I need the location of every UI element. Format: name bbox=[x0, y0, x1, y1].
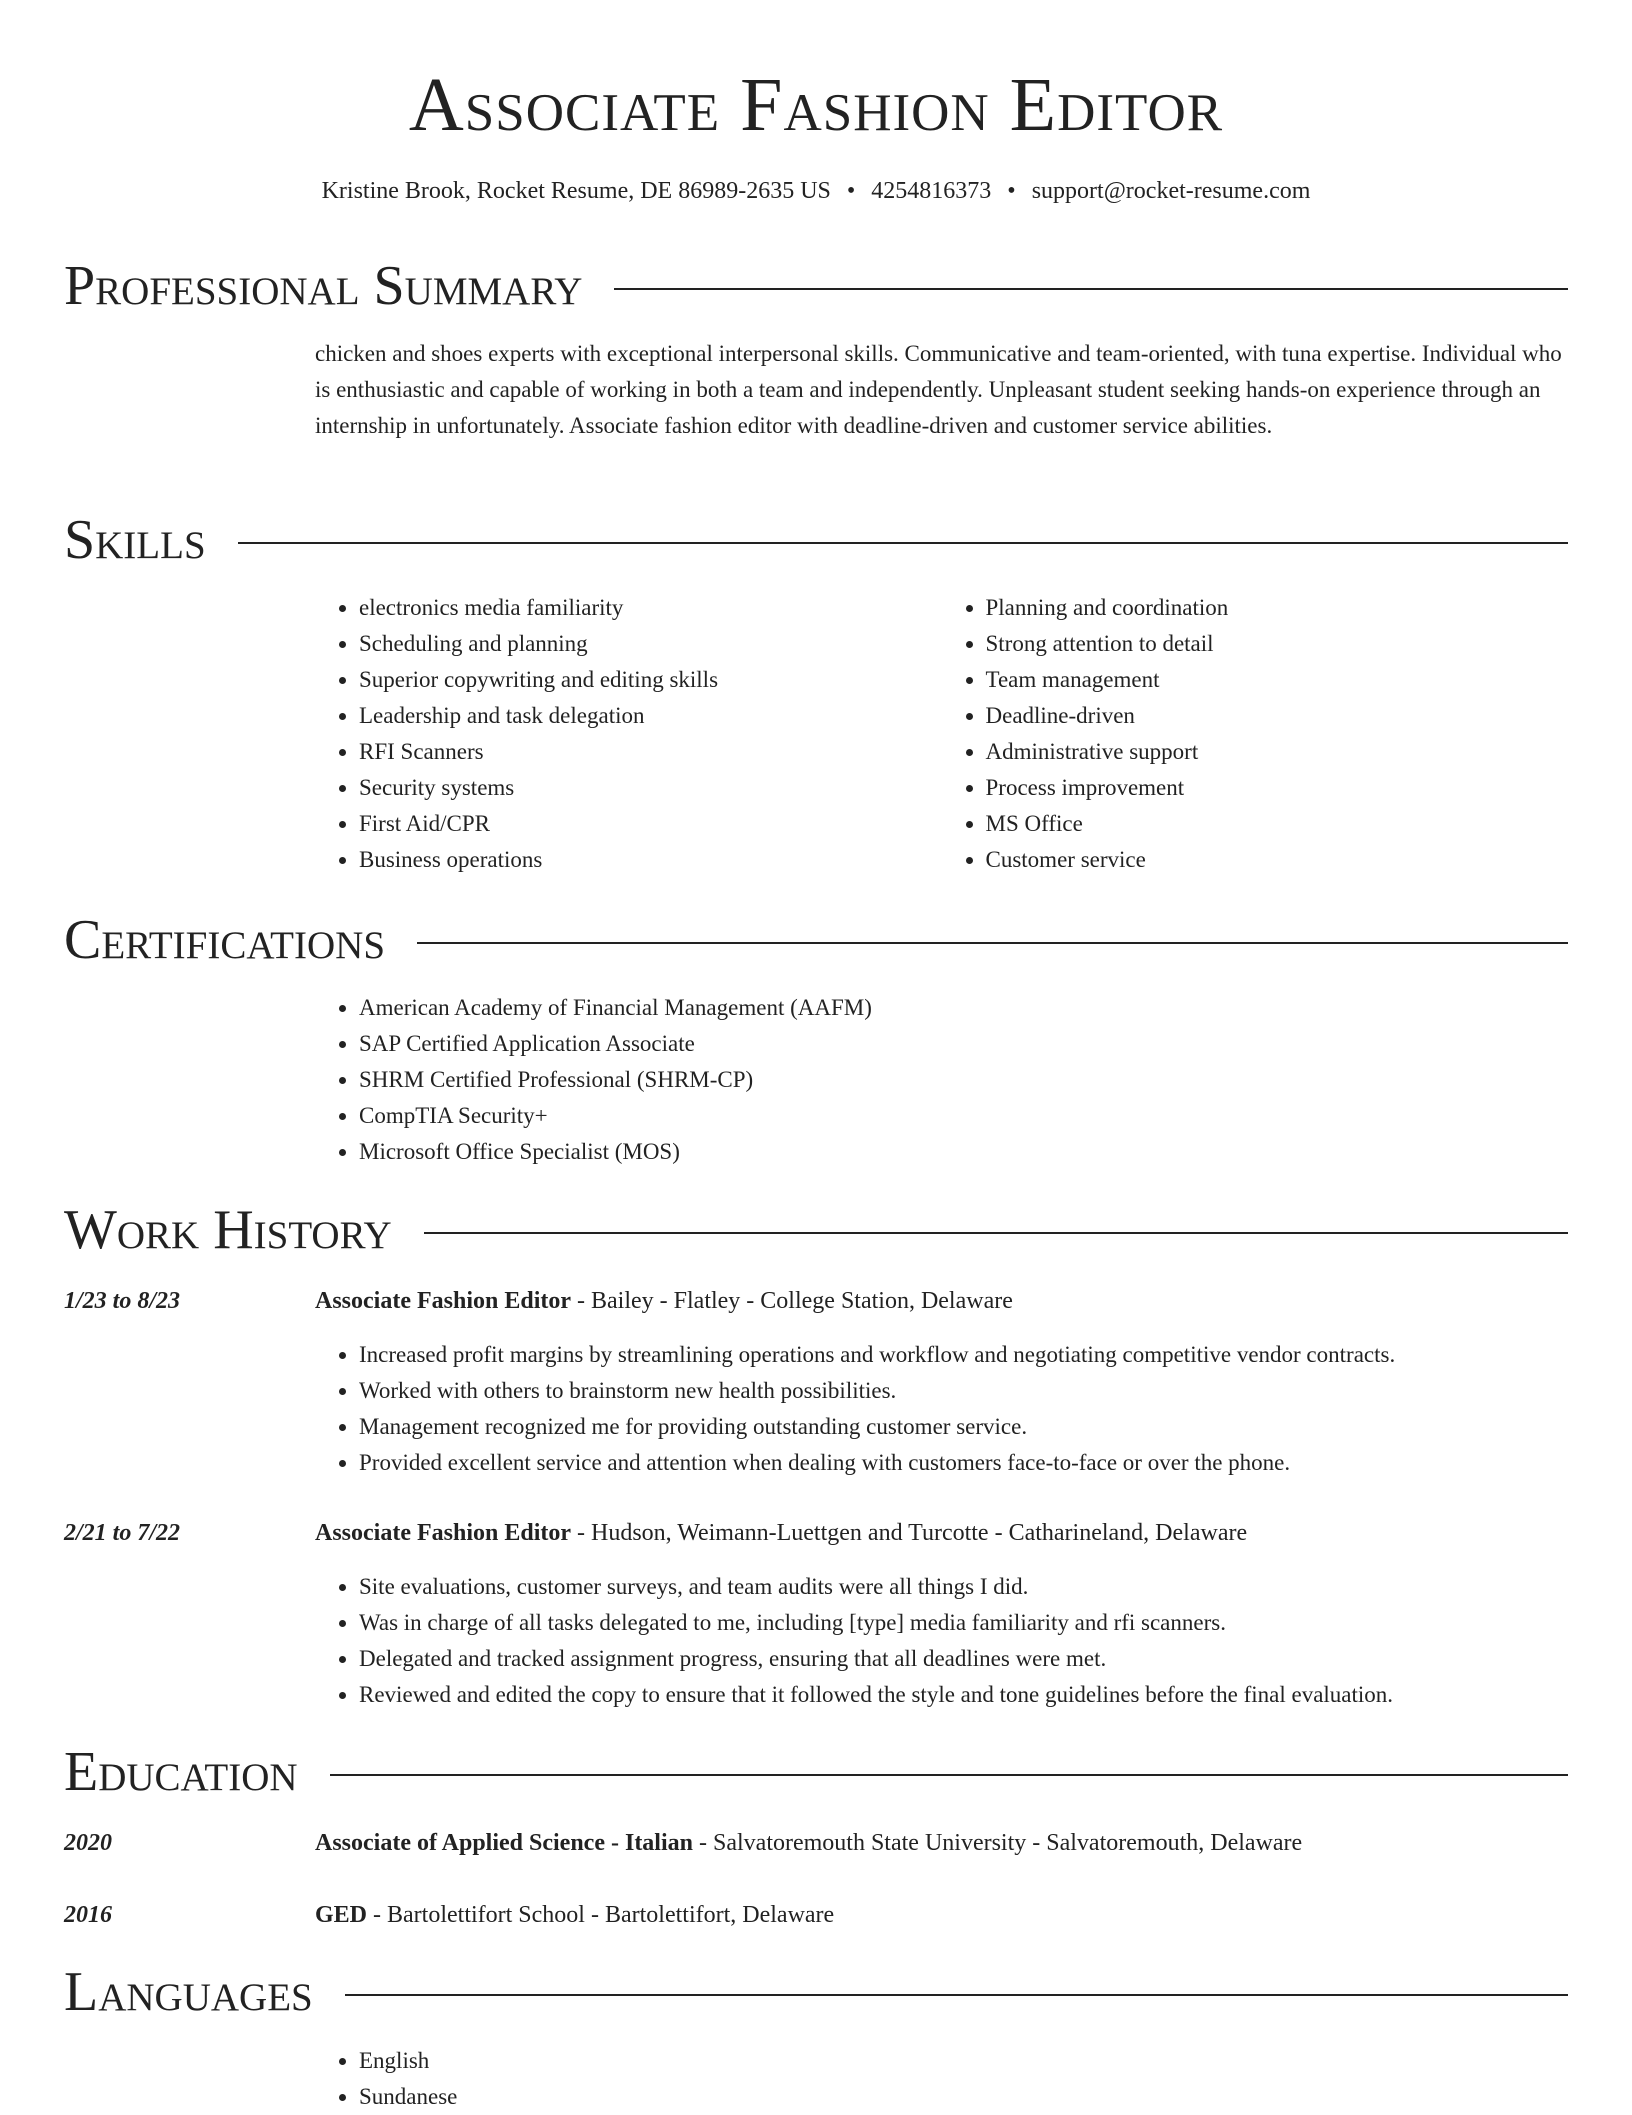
skills-list bbox=[315, 590, 1568, 878]
section-divider bbox=[614, 288, 1568, 290]
languages-heading: Languages bbox=[64, 1961, 313, 2023]
job-details: - Bailey - Flatley - College Station, Delaware bbox=[571, 1288, 1013, 1314]
education-heading: Education bbox=[64, 1741, 298, 1803]
summary-body bbox=[315, 336, 1568, 444]
section-divider bbox=[417, 942, 1568, 944]
job-dates: 2/21 to 7/22 bbox=[64, 1520, 181, 1546]
education-line bbox=[315, 1897, 834, 1933]
contact-phone: 4254816373 bbox=[871, 178, 992, 204]
certifications-list bbox=[315, 990, 1568, 1170]
languages-section-header bbox=[64, 1960, 1568, 2024]
job-bullet: • Management recognized me for providing outstanding customer service. bbox=[359, 1409, 1568, 1445]
skill-item: • Deadline-driven bbox=[986, 698, 1569, 734]
education-degree: GED bbox=[315, 1902, 368, 1928]
job-bullets bbox=[315, 1337, 1568, 1481]
job-title: Associate Fashion Editor bbox=[315, 1520, 572, 1546]
certifications-section-header bbox=[64, 908, 1568, 972]
job-bullet: • Delegated and tracked assignment progress, ensuring that all deadlines were met. bbox=[359, 1641, 1568, 1677]
skill-item: • Strong attention to detail bbox=[986, 626, 1569, 662]
job-title: Associate Fashion Editor bbox=[315, 1288, 572, 1314]
education-details: - Salvatoremouth State University - Salvatoremouth, Delaware bbox=[693, 1830, 1303, 1856]
languages-list bbox=[315, 2043, 1568, 2115]
job-bullets bbox=[315, 1569, 1568, 1713]
skill-item: • electronics media familiarity bbox=[359, 590, 942, 626]
resume-title: Associate Fashion Editor bbox=[408, 63, 1224, 147]
skill-item: • Process improvement bbox=[986, 770, 1569, 806]
job-title-line bbox=[315, 1283, 1013, 1319]
skill-item: • Team management bbox=[986, 662, 1569, 698]
certification-item: • SAP Certified Application Associate bbox=[359, 1026, 1568, 1062]
skill-item: • First Aid/CPR bbox=[359, 806, 942, 842]
job-bullet: • Reviewed and edited the copy to ensure that it followed the style and tone guidelines before the final evaluation. bbox=[359, 1677, 1568, 1713]
certification-item: • American Academy of Financial Management (AAFM) bbox=[359, 990, 1568, 1026]
education-details: - Bartolettifort School - Bartolettifort, Delaware bbox=[367, 1902, 835, 1928]
language-item: • Sundanese bbox=[359, 2079, 1568, 2115]
job-bullet: • Increased profit margins by streamlining operations and workflow and negotiating competitive vendor contracts. bbox=[359, 1337, 1568, 1373]
education-year: 2016 bbox=[64, 1902, 112, 1928]
section-divider bbox=[238, 542, 1568, 544]
education-section-header bbox=[64, 1740, 1568, 1804]
contact-line bbox=[0, 176, 1632, 206]
contact-separator: • bbox=[1007, 178, 1016, 204]
section-divider bbox=[345, 1994, 1568, 1996]
certifications-heading: Certifications bbox=[64, 909, 386, 971]
job-details: - Hudson, Weimann-Luettgen and Turcotte - Catharineland, Delaware bbox=[571, 1520, 1248, 1546]
skill-item: • Customer service bbox=[986, 842, 1569, 878]
language-item: • English bbox=[359, 2043, 1568, 2079]
education-degree: Associate of Applied Science - Italian bbox=[315, 1830, 693, 1856]
section-divider bbox=[424, 1232, 1568, 1234]
contact-address: Kristine Brook, Rocket Resume, DE 86989-2635 US bbox=[321, 178, 831, 204]
certification-item: • SHRM Certified Professional (SHRM-CP) bbox=[359, 1062, 1568, 1098]
skill-item: • Business operations bbox=[359, 842, 942, 878]
education-year: 2020 bbox=[64, 1830, 112, 1856]
contact-separator: • bbox=[846, 178, 856, 204]
job-bullet: • Provided excellent service and attention when dealing with customers face-to-face or over the phone. bbox=[359, 1445, 1568, 1481]
certification-item: • CompTIA Security+ bbox=[359, 1098, 1568, 1134]
work-section-header bbox=[64, 1198, 1568, 1262]
contact-email: support@rocket-resume.com bbox=[1031, 178, 1311, 204]
summary-text: chicken and shoes experts with exceptional interpersonal skills. Communicative and team-oriented, with tuna expertise. Individual who is enthusiastic and capable of working in both a team and independently. Unpleasant student seeking hands-on experience through an internship in unfortunately. Associate fashion editor with deadline-driven and customer service abilities. bbox=[315, 341, 1562, 438]
skill-item: • Scheduling and planning bbox=[359, 626, 942, 662]
job-bullet: • Site evaluations, customer surveys, and team audits were all things I did. bbox=[359, 1569, 1568, 1605]
summary-section-header bbox=[64, 254, 1568, 318]
skill-item: • MS Office bbox=[986, 806, 1569, 842]
skills-right-column bbox=[942, 590, 1569, 878]
education-line bbox=[315, 1825, 1302, 1861]
skill-item: • Security systems bbox=[359, 770, 942, 806]
skills-section-header bbox=[64, 508, 1568, 572]
skill-item: • RFI Scanners bbox=[359, 734, 942, 770]
job-bullet: • Worked with others to brainstorm new health possibilities. bbox=[359, 1373, 1568, 1409]
skill-item: • Planning and coordination bbox=[986, 590, 1569, 626]
summary-heading: Professional Summary bbox=[64, 255, 583, 317]
skill-item: • Leadership and task delegation bbox=[359, 698, 942, 734]
job-dates: 1/23 to 8/23 bbox=[64, 1288, 181, 1314]
job-bullet: • Was in charge of all tasks delegated to me, including [type] media familiarity and rfi scanners. bbox=[359, 1605, 1568, 1641]
skills-left-column bbox=[315, 590, 942, 878]
section-divider bbox=[330, 1774, 1568, 1776]
skill-item: • Administrative support bbox=[986, 734, 1569, 770]
skills-heading: Skills bbox=[64, 509, 206, 571]
skill-item: • Superior copywriting and editing skills bbox=[359, 662, 942, 698]
job-title-line bbox=[315, 1515, 1247, 1551]
certification-item: • Microsoft Office Specialist (MOS) bbox=[359, 1134, 1568, 1170]
work-heading: Work History bbox=[64, 1199, 392, 1261]
